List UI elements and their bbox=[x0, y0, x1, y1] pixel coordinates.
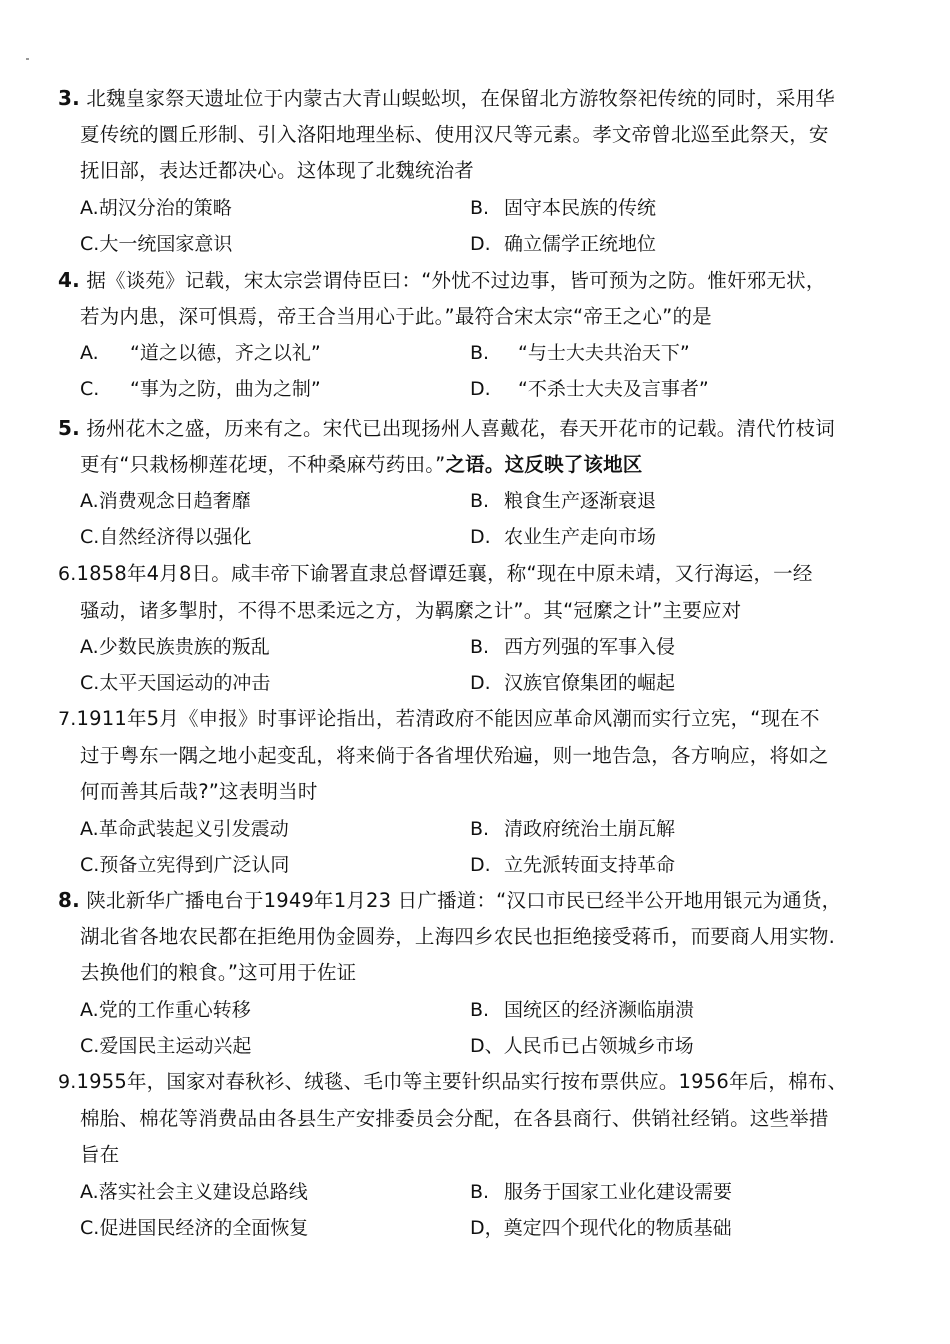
option-text: 西方列强的军事入侵 bbox=[504, 636, 676, 658]
question-number: 3. bbox=[58, 86, 80, 110]
option-a[interactable] bbox=[80, 629, 270, 665]
option-letter: B. bbox=[470, 1180, 490, 1203]
stem-line: 骚动，诸多掣肘，不得不思柔远之方，为羁縻之计”。其“冠縻之计”主要应对 bbox=[80, 598, 742, 622]
option-b[interactable] bbox=[470, 1174, 732, 1210]
option-letter: D. bbox=[470, 526, 491, 548]
stem-line: 过于粤东一隅之地小起变乱，将来倘于各省埋伏殆遍，则一地告急，各方响应，将如之 bbox=[80, 743, 829, 767]
option-c[interactable] bbox=[80, 371, 321, 407]
stem-line: 扬州花木之盛，历来有之。宋代已出现扬州人喜戴花，春天开花市的记载。清代竹枝词 bbox=[86, 417, 835, 440]
option-text: 消费观念日趋奢靡 bbox=[98, 490, 251, 512]
option-text: 少数民族贵族的叛乱 bbox=[98, 636, 270, 658]
stem-line: 去换他们的粮食。”这可用于佐证 bbox=[80, 961, 357, 984]
option-d[interactable] bbox=[470, 226, 656, 262]
option-letter: D. bbox=[470, 378, 491, 400]
option-text: 固守本民族的传统 bbox=[504, 196, 657, 219]
option-letter: A. bbox=[80, 998, 99, 1021]
option-d[interactable] bbox=[470, 371, 709, 407]
options bbox=[0, 1174, 950, 1246]
option-text: 奠定四个现代化的物质基础 bbox=[503, 1216, 732, 1239]
option-b[interactable] bbox=[470, 629, 675, 665]
option-c[interactable] bbox=[80, 226, 232, 262]
options bbox=[0, 811, 950, 883]
question-8 bbox=[0, 882, 950, 1064]
question-stem bbox=[0, 701, 950, 811]
question-number: 8. bbox=[58, 888, 80, 912]
option-a[interactable] bbox=[80, 483, 251, 519]
option-d[interactable] bbox=[470, 1028, 694, 1064]
stem-line: 若为内患，深可惧焉，帝王合当用心于此。”最符合宋太宗“帝王之心”的是 bbox=[80, 304, 712, 328]
option-letter: B. bbox=[470, 490, 490, 512]
question-number: 4. bbox=[58, 268, 80, 292]
option-text: 爱国民主运动兴起 bbox=[99, 1034, 252, 1057]
option-c[interactable] bbox=[80, 847, 289, 883]
option-b[interactable] bbox=[470, 811, 675, 847]
stem-line: 1911年5月《申报》时事评论指出，若清政府不能因应革命风潮而实行立宪，“现在不 bbox=[76, 707, 820, 730]
option-text: 太平天国运动的冲击 bbox=[99, 672, 271, 694]
option-text: 确立儒学正统地位 bbox=[504, 232, 657, 255]
option-letter: B. bbox=[470, 817, 490, 840]
option-letter: B. bbox=[470, 998, 490, 1021]
option-d[interactable] bbox=[470, 519, 656, 555]
stem-line: 何而善其后哉?”这表明当时 bbox=[80, 780, 318, 803]
option-letter: C. bbox=[80, 672, 100, 694]
option-letter: D. bbox=[470, 232, 491, 255]
option-d[interactable] bbox=[470, 1210, 732, 1246]
question-stem bbox=[0, 80, 950, 190]
stem-line-bold: 之语。这反映了该地区 bbox=[445, 452, 643, 476]
option-text: 落实社会主义建设总路线 bbox=[98, 1180, 308, 1203]
option-b[interactable] bbox=[470, 190, 656, 226]
option-text: 大一统国家意识 bbox=[99, 232, 233, 255]
option-letter: C. bbox=[80, 526, 100, 548]
stem-line: 陕北新华广播电台于1949年1月23 日广播道：“汉口市民已经半公开地用银元为通货， bbox=[86, 889, 842, 912]
option-letter: A. bbox=[80, 342, 99, 364]
question-3 bbox=[0, 80, 950, 262]
option-c[interactable] bbox=[80, 519, 251, 555]
option-letter: A. bbox=[80, 636, 99, 658]
stem-line: 据《谈苑》记载，宋太宗尝谓侍臣曰：“外忧不过边事，皆可预为之防。惟奸邪无状， bbox=[86, 269, 826, 292]
option-letter: B. bbox=[470, 196, 490, 219]
question-4 bbox=[0, 262, 950, 407]
option-letter: A. bbox=[80, 817, 99, 840]
option-b[interactable] bbox=[470, 992, 694, 1028]
option-text: “不杀士大夫及言事者” bbox=[518, 378, 709, 400]
option-text: 胡汉分治的策略 bbox=[98, 196, 232, 219]
option-text: 立先派转面支持革命 bbox=[504, 853, 676, 876]
options bbox=[0, 190, 950, 262]
option-text: 清政府统治土崩瓦解 bbox=[504, 817, 676, 840]
options bbox=[0, 629, 950, 701]
question-stem bbox=[0, 1064, 950, 1174]
option-letter: C. bbox=[80, 853, 100, 876]
option-letter: D. bbox=[470, 853, 491, 876]
options bbox=[0, 335, 950, 407]
option-a[interactable] bbox=[80, 335, 321, 371]
question-number: 7. bbox=[58, 708, 77, 730]
option-text: 人民币已占领城乡市场 bbox=[503, 1034, 694, 1057]
option-b[interactable] bbox=[470, 483, 656, 519]
option-letter: C. bbox=[80, 232, 100, 255]
stem-line: 北魏皇家祭天遗址位于内蒙古大青山蜈蚣坝，在保留北方游牧祭祀传统的同时，采用华 bbox=[86, 87, 835, 110]
option-a[interactable] bbox=[80, 1174, 308, 1210]
question-stem bbox=[0, 262, 950, 335]
option-text: 党的工作重心转移 bbox=[98, 998, 251, 1021]
stem-line: 棉胎、棉花等消费品由各县生产安排委员会分配，在各县商行、供销社经销。这些举措 bbox=[80, 1106, 829, 1130]
scan-speck bbox=[26, 58, 29, 60]
stem-line: 旨在 bbox=[80, 1143, 120, 1166]
question-number: 6. bbox=[58, 563, 77, 585]
option-text: 粮食生产逐渐衰退 bbox=[504, 490, 657, 512]
option-c[interactable] bbox=[80, 665, 270, 701]
option-c[interactable] bbox=[80, 1210, 308, 1246]
options bbox=[0, 992, 950, 1064]
stem-line: 1955年，国家对春秋衫、绒毯、毛巾等主要针织品实行按布票供应。1956年后，棉布、 bbox=[76, 1070, 848, 1093]
option-text: “与士大夫共治天下” bbox=[518, 342, 690, 364]
option-c[interactable] bbox=[80, 1028, 251, 1064]
option-d[interactable] bbox=[470, 665, 675, 701]
question-stem bbox=[0, 410, 950, 483]
option-text: 服务于国家工业化建设需要 bbox=[504, 1180, 733, 1203]
option-a[interactable] bbox=[80, 811, 289, 847]
question-stem bbox=[0, 556, 950, 629]
option-a[interactable] bbox=[80, 992, 251, 1028]
question-number: 9. bbox=[58, 1071, 77, 1093]
question-number: 5. bbox=[58, 416, 80, 440]
option-letter: A. bbox=[80, 490, 99, 512]
option-text: 农业生产走向市场 bbox=[504, 526, 657, 548]
option-letter: A. bbox=[80, 1180, 99, 1203]
question-7 bbox=[0, 701, 950, 883]
option-letter: D、 bbox=[470, 1034, 504, 1057]
stem-line: 更有“只栽杨柳莲花埂，不种桑麻芍药田。” bbox=[80, 452, 446, 476]
option-letter: B. bbox=[470, 342, 490, 364]
option-text: 革命武装起义引发震动 bbox=[98, 817, 289, 840]
option-text: “道之以德，齐之以礼” bbox=[130, 342, 321, 364]
option-text: 促进国民经济的全面恢复 bbox=[99, 1216, 309, 1239]
option-letter: C. bbox=[80, 1216, 100, 1239]
options bbox=[0, 483, 950, 555]
option-letter: D. bbox=[470, 672, 491, 694]
option-letter: D， bbox=[470, 1216, 504, 1239]
option-text: 汉族官僚集团的崛起 bbox=[504, 672, 676, 694]
question-9 bbox=[0, 1064, 950, 1246]
stem-line: 1858年4月8日。咸丰帝下谕署直隶总督谭廷襄，称“现在中原未靖，又行海运，一经 bbox=[76, 562, 813, 585]
option-letter: B. bbox=[470, 636, 490, 658]
option-letter: A. bbox=[80, 196, 99, 219]
question-6 bbox=[0, 556, 950, 701]
option-d[interactable] bbox=[470, 847, 675, 883]
question-stem bbox=[0, 882, 950, 992]
option-letter: C. bbox=[80, 378, 100, 400]
option-text: 预备立宪得到广泛认同 bbox=[99, 853, 290, 876]
option-b[interactable] bbox=[470, 335, 690, 371]
option-a[interactable] bbox=[80, 190, 232, 226]
option-text: 国统区的经济濒临崩溃 bbox=[504, 998, 695, 1021]
option-text: “事为之防，曲为之制” bbox=[130, 378, 321, 400]
stem-line: 湖北省各地农民都在拒绝用伪金圆券，上海四乡农民也拒绝接受蒋币，而要商人用实物. bbox=[80, 924, 835, 948]
option-text: 自然经济得以强化 bbox=[99, 526, 252, 548]
stem-line: 抚旧部，表达迁都决心。这体现了北魏统治者 bbox=[80, 159, 475, 182]
question-5 bbox=[0, 410, 950, 555]
option-letter: C. bbox=[80, 1034, 100, 1057]
stem-line: 夏传统的圜丘形制、引入洛阳地理坐标、使用汉尺等元素。孝文帝曾北巡至此祭天，安 bbox=[80, 122, 829, 146]
